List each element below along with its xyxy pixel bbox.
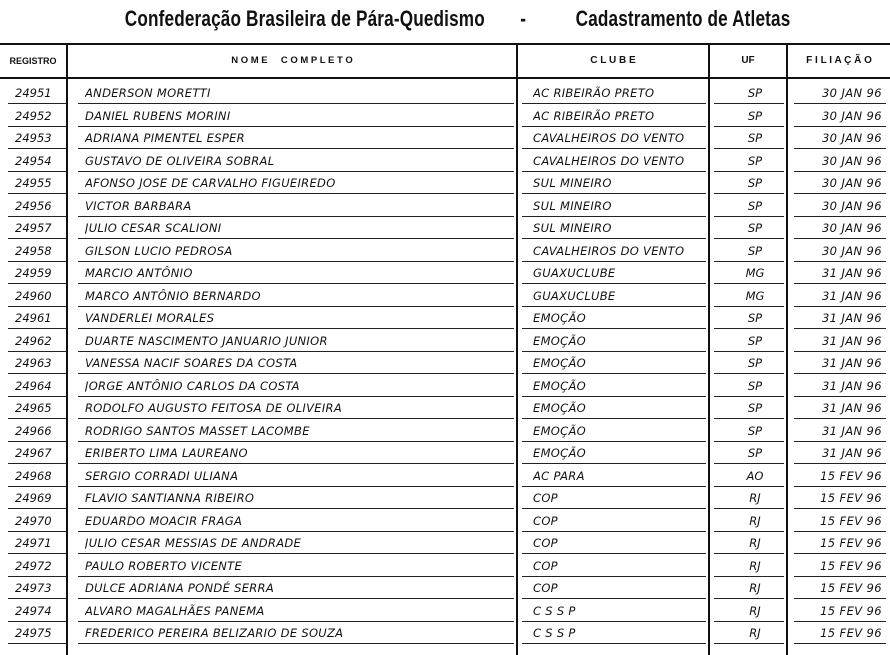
nome-cell: JULIO CESAR SCALIONI — [85, 221, 222, 235]
clube-cell: EMOÇÃO — [533, 401, 586, 415]
title-subject: Cadastramento de Atletas — [575, 6, 791, 31]
row-underline — [714, 373, 784, 374]
header-uf: UF — [741, 55, 755, 66]
registro-cell: 24966 — [15, 423, 52, 438]
clube-cell: SUL MINEIRO — [533, 198, 612, 213]
table-row — [0, 399, 890, 422]
row-underline — [8, 418, 66, 419]
uf-cell: RJ — [749, 536, 761, 550]
filiacao-cell: 15 FEV 96 — [820, 513, 882, 528]
table-row — [0, 129, 890, 152]
row-underline — [714, 418, 784, 419]
table-row — [0, 219, 890, 242]
uf-cell: SP — [747, 243, 763, 258]
registro-cell: 24960 — [15, 288, 52, 303]
row-underline — [714, 351, 784, 352]
table-row — [0, 377, 890, 400]
nome-cell: FREDERICO PEREIRA BELIZARIO DE SOUZA — [85, 626, 344, 640]
nome-cell: VANDERLEI MORALES — [85, 311, 215, 325]
registro-cell: 24974 — [15, 603, 52, 618]
nome-cell: MARCO ANTÔNIO BERNARDO — [85, 288, 261, 303]
row-underline — [8, 328, 66, 329]
row-underline — [78, 261, 514, 262]
row-underline — [794, 441, 886, 442]
row-underline — [794, 328, 886, 329]
registro-cell: 24964 — [15, 378, 52, 393]
row-underline — [522, 441, 706, 442]
nome-cell: ADRIANA PIMENTEL ESPER — [85, 131, 245, 145]
row-underline — [78, 238, 514, 239]
clube-cell: COP — [533, 536, 558, 550]
filiacao-cell: 31 JAN 96 — [821, 333, 882, 348]
row-underline — [522, 103, 706, 104]
uf-cell: SP — [747, 333, 763, 348]
nome-cell: DANIEL RUBENS MORINI — [85, 108, 231, 123]
nome-cell: ERIBERTO LIMA LAUREANO — [85, 446, 248, 460]
row-underline — [522, 508, 706, 509]
uf-cell: RJ — [749, 513, 761, 528]
registro-cell: 24971 — [15, 536, 52, 550]
clube-cell: COP — [533, 558, 558, 573]
nome-cell: ANDERSON MORETTI — [85, 86, 211, 100]
row-underline — [522, 598, 706, 599]
table-header — [0, 43, 890, 79]
uf-cell: RJ — [749, 558, 761, 573]
registro-cell: 24975 — [15, 626, 52, 640]
filiacao-cell: 31 JAN 96 — [821, 266, 882, 280]
row-underline — [8, 441, 66, 442]
uf-cell: SP — [747, 153, 763, 168]
filiacao-cell: 31 JAN 96 — [821, 356, 882, 370]
row-underline — [8, 643, 66, 644]
row-underline — [78, 441, 514, 442]
row-underline — [522, 351, 706, 352]
clube-cell: AC RIBEIRÃO PRETO — [533, 108, 655, 123]
filiacao-cell: 30 JAN 96 — [821, 131, 882, 145]
table-row — [0, 84, 890, 107]
clube-cell: CAVALHEIROS DO VENTO — [533, 243, 685, 258]
registro-cell: 24954 — [15, 153, 52, 168]
uf-cell: SP — [747, 108, 763, 123]
header-filiacao: F I L I A Ç Ã O — [806, 55, 872, 66]
registro-cell: 24951 — [15, 86, 52, 100]
table-row — [0, 287, 890, 310]
uf-cell: SP — [747, 176, 763, 190]
row-underline — [522, 283, 706, 284]
nome-cell: ALVARO MAGALHÃES PANEMA — [85, 603, 265, 618]
row-underline — [8, 216, 66, 217]
row-underline — [794, 553, 886, 554]
filiacao-cell: 31 JAN 96 — [821, 446, 882, 460]
nome-cell: RODOLFO AUGUSTO FEITOSA DE OLIVEIRA — [85, 401, 343, 415]
filiacao-cell: 15 FEV 96 — [820, 558, 882, 573]
table-row — [0, 557, 890, 580]
uf-cell: SP — [747, 401, 763, 415]
row-underline — [714, 171, 784, 172]
row-underline — [522, 643, 706, 644]
row-underline — [794, 643, 886, 644]
table-row — [0, 354, 890, 377]
row-underline — [794, 373, 886, 374]
row-underline — [8, 193, 66, 194]
clube-cell: CAVALHEIROS DO VENTO — [533, 131, 685, 145]
header-clube: C L U B E — [590, 55, 636, 66]
row-underline — [794, 126, 886, 127]
row-underline — [78, 216, 514, 217]
row-underline — [794, 103, 886, 104]
row-underline — [78, 418, 514, 419]
clube-cell: EMOÇÃO — [533, 311, 586, 325]
nome-cell: RODRIGO SANTOS MASSET LACOMBE — [85, 423, 310, 438]
row-underline — [78, 283, 514, 284]
row-underline — [714, 576, 784, 577]
filiacao-cell: 30 JAN 96 — [821, 153, 882, 168]
filiacao-cell: 31 JAN 96 — [821, 288, 882, 303]
row-underline — [78, 463, 514, 464]
table-row — [0, 534, 890, 557]
registro-cell: 24956 — [15, 198, 52, 213]
row-underline — [78, 126, 514, 127]
clube-cell: EMOÇÃO — [533, 333, 586, 348]
row-underline — [78, 306, 514, 307]
row-underline — [794, 508, 886, 509]
uf-cell: SP — [747, 356, 763, 370]
clube-cell: EMOÇÃO — [533, 446, 586, 460]
clube-cell: EMOÇÃO — [533, 356, 586, 370]
row-underline — [714, 553, 784, 554]
registro-cell: 24970 — [15, 513, 52, 528]
filiacao-cell: 31 JAN 96 — [821, 378, 882, 393]
row-underline — [78, 508, 514, 509]
row-underline — [714, 306, 784, 307]
row-underline — [714, 193, 784, 194]
header-nome: N O M E C O M P L E T O — [231, 55, 353, 66]
row-underline — [8, 463, 66, 464]
table-row — [0, 602, 890, 625]
row-underline — [78, 103, 514, 104]
row-underline — [522, 621, 706, 622]
registro-cell: 24953 — [15, 131, 52, 145]
row-underline — [522, 148, 706, 149]
row-underline — [714, 643, 784, 644]
uf-cell: SP — [747, 221, 763, 235]
row-underline — [794, 351, 886, 352]
row-underline — [522, 126, 706, 127]
nome-cell: DULCE ADRIANA PONDÉ SERRA — [85, 581, 275, 595]
row-underline — [522, 193, 706, 194]
row-underline — [714, 508, 784, 509]
table-row — [0, 467, 890, 490]
registro-cell: 24957 — [15, 221, 52, 235]
row-underline — [8, 148, 66, 149]
registro-cell: 24961 — [15, 311, 52, 325]
row-underline — [522, 576, 706, 577]
table-row — [0, 152, 890, 175]
row-underline — [8, 283, 66, 284]
clube-cell: AC RIBEIRÃO PRETO — [533, 86, 655, 100]
registro-cell: 24962 — [15, 333, 52, 348]
row-underline — [8, 508, 66, 509]
uf-cell: MG — [745, 266, 765, 280]
nome-cell: VANESSA NACIF SOARES DA COSTA — [85, 356, 298, 370]
row-underline — [714, 396, 784, 397]
row-underline — [522, 463, 706, 464]
row-underline — [522, 531, 706, 532]
row-underline — [714, 598, 784, 599]
row-underline — [78, 486, 514, 487]
row-underline — [522, 216, 706, 217]
row-underline — [794, 148, 886, 149]
row-underline — [794, 261, 886, 262]
nome-cell: JORGE ANTÔNIO CARLOS DA COSTA — [85, 378, 300, 393]
filiacao-cell: 15 FEV 96 — [820, 468, 882, 483]
row-underline — [794, 531, 886, 532]
registro-cell: 24968 — [15, 468, 52, 483]
row-underline — [8, 486, 66, 487]
table-row — [0, 242, 890, 265]
nome-cell: EDUARDO MOACIR FRAGA — [85, 513, 243, 528]
nome-cell: GUSTAVO DE OLIVEIRA SOBRAL — [85, 153, 275, 168]
row-underline — [794, 621, 886, 622]
row-underline — [8, 373, 66, 374]
table-row — [0, 512, 890, 535]
clube-cell: C S S P — [533, 626, 576, 640]
row-underline — [714, 103, 784, 104]
row-underline — [714, 486, 784, 487]
row-underline — [714, 126, 784, 127]
nome-cell: AFONSO JOSE DE CARVALHO FIGUEIREDO — [85, 176, 336, 190]
row-underline — [522, 171, 706, 172]
uf-cell: SP — [747, 311, 763, 325]
clube-cell: EMOÇÃO — [533, 378, 586, 393]
header-registro: REGISTRO — [9, 56, 57, 66]
filiacao-cell: 31 JAN 96 — [821, 423, 882, 438]
row-underline — [714, 261, 784, 262]
table-row — [0, 624, 890, 647]
row-underline — [522, 373, 706, 374]
document-title — [0, 6, 791, 40]
row-underline — [714, 441, 784, 442]
row-underline — [714, 531, 784, 532]
registro-cell: 24959 — [15, 266, 52, 280]
filiacao-cell: 30 JAN 96 — [821, 221, 882, 235]
uf-cell: RJ — [749, 581, 761, 595]
uf-cell: SP — [747, 378, 763, 393]
row-underline — [522, 306, 706, 307]
row-underline — [8, 171, 66, 172]
row-underline — [714, 328, 784, 329]
row-underline — [78, 328, 514, 329]
uf-cell: RJ — [749, 491, 761, 505]
row-underline — [8, 261, 66, 262]
table-row — [0, 444, 890, 467]
row-underline — [78, 553, 514, 554]
uf-cell: SP — [747, 131, 763, 145]
table-row — [0, 309, 890, 332]
filiacao-cell: 30 JAN 96 — [821, 198, 882, 213]
row-underline — [794, 463, 886, 464]
row-underline — [78, 193, 514, 194]
registro-cell: 24973 — [15, 581, 52, 595]
filiacao-cell: 30 JAN 96 — [821, 243, 882, 258]
row-underline — [714, 148, 784, 149]
row-underline — [78, 643, 514, 644]
table-row — [0, 489, 890, 512]
row-underline — [8, 306, 66, 307]
row-underline — [8, 598, 66, 599]
row-underline — [522, 238, 706, 239]
registro-cell: 24952 — [15, 108, 52, 123]
row-underline — [8, 553, 66, 554]
uf-cell: RJ — [749, 603, 761, 618]
row-underline — [8, 396, 66, 397]
clube-cell: CAVALHEIROS DO VENTO — [533, 153, 685, 168]
row-underline — [794, 193, 886, 194]
row-underline — [78, 598, 514, 599]
row-underline — [794, 171, 886, 172]
row-underline — [794, 598, 886, 599]
clube-cell: SUL MINEIRO — [533, 221, 612, 235]
row-underline — [78, 351, 514, 352]
uf-cell: AO — [746, 468, 764, 483]
table-row — [0, 579, 890, 602]
filiacao-cell: 30 JAN 96 — [821, 176, 882, 190]
clube-cell: AC PARA — [533, 468, 585, 483]
uf-cell: RJ — [749, 626, 761, 640]
row-underline — [522, 328, 706, 329]
filiacao-cell: 31 JAN 96 — [821, 311, 882, 325]
registro-cell: 24958 — [15, 243, 52, 258]
clube-cell: GUAXUCLUBE — [533, 266, 616, 280]
row-underline — [522, 553, 706, 554]
clube-cell: C S S P — [533, 603, 576, 618]
registro-cell: 24972 — [15, 558, 52, 573]
row-underline — [794, 418, 886, 419]
nome-cell: PAULO ROBERTO VICENTE — [85, 558, 243, 573]
row-underline — [78, 396, 514, 397]
nome-cell: MARCIO ANTÔNIO — [85, 266, 193, 280]
row-underline — [794, 238, 886, 239]
row-underline — [714, 283, 784, 284]
row-underline — [8, 621, 66, 622]
row-underline — [794, 396, 886, 397]
row-underline — [8, 103, 66, 104]
table-row — [0, 422, 890, 445]
row-underline — [522, 261, 706, 262]
nome-cell: JULIO CESAR MESSIAS DE ANDRADE — [85, 536, 302, 550]
nome-cell: FLAVIO SANTIANNA RIBEIRO — [85, 491, 255, 505]
uf-cell: SP — [747, 86, 763, 100]
filiacao-cell: 15 FEV 96 — [820, 491, 882, 505]
filiacao-cell: 15 FEV 96 — [820, 626, 882, 640]
row-underline — [78, 531, 514, 532]
uf-cell: MG — [745, 288, 765, 303]
registro-cell: 24963 — [15, 356, 52, 370]
row-underline — [522, 418, 706, 419]
row-underline — [794, 216, 886, 217]
row-underline — [522, 396, 706, 397]
nome-cell: DUARTE NASCIMENTO JANUARIO JUNIOR — [85, 333, 328, 348]
uf-cell: SP — [747, 423, 763, 438]
title-separator: - — [520, 6, 527, 31]
registro-cell: 24955 — [15, 176, 52, 190]
clube-cell: COP — [533, 581, 558, 595]
row-underline — [8, 576, 66, 577]
clube-cell: COP — [533, 513, 558, 528]
table-row — [0, 174, 890, 197]
clube-cell: COP — [533, 491, 558, 505]
nome-cell: VICTOR BARBARA — [85, 198, 192, 213]
row-underline — [714, 463, 784, 464]
filiacao-cell: 15 FEV 96 — [820, 603, 882, 618]
registro-cell: 24967 — [15, 446, 52, 460]
title-org: Confederação Brasileira de Pára-Quedismo — [124, 6, 485, 31]
row-underline — [8, 531, 66, 532]
row-underline — [714, 216, 784, 217]
row-underline — [8, 126, 66, 127]
clube-cell: EMOÇÃO — [533, 423, 586, 438]
row-underline — [794, 486, 886, 487]
table-row — [0, 264, 890, 287]
row-underline — [794, 576, 886, 577]
registro-cell: 24965 — [15, 401, 52, 415]
uf-cell: SP — [747, 446, 763, 460]
clube-cell: GUAXUCLUBE — [533, 288, 616, 303]
registro-cell: 24969 — [15, 491, 52, 505]
table-row — [0, 197, 890, 220]
row-underline — [714, 621, 784, 622]
filiacao-cell: 31 JAN 96 — [821, 401, 882, 415]
clube-cell: SUL MINEIRO — [533, 176, 612, 190]
row-underline — [794, 283, 886, 284]
row-underline — [78, 576, 514, 577]
filiacao-cell: 15 FEV 96 — [820, 536, 882, 550]
row-underline — [522, 486, 706, 487]
filiacao-cell: 15 FEV 96 — [820, 581, 882, 595]
nome-cell: GILSON LUCIO PEDROSA — [85, 243, 233, 258]
row-underline — [794, 306, 886, 307]
table-row — [0, 332, 890, 355]
row-underline — [78, 621, 514, 622]
nome-cell: SERGIO CORRADI ULIANA — [85, 468, 239, 483]
row-underline — [8, 238, 66, 239]
row-underline — [78, 171, 514, 172]
row-underline — [714, 238, 784, 239]
filiacao-cell: 30 JAN 96 — [821, 108, 882, 123]
row-underline — [8, 351, 66, 352]
uf-cell: SP — [747, 198, 763, 213]
filiacao-cell: 30 JAN 96 — [821, 86, 882, 100]
table-row — [0, 107, 890, 130]
row-underline — [78, 373, 514, 374]
row-underline — [78, 148, 514, 149]
